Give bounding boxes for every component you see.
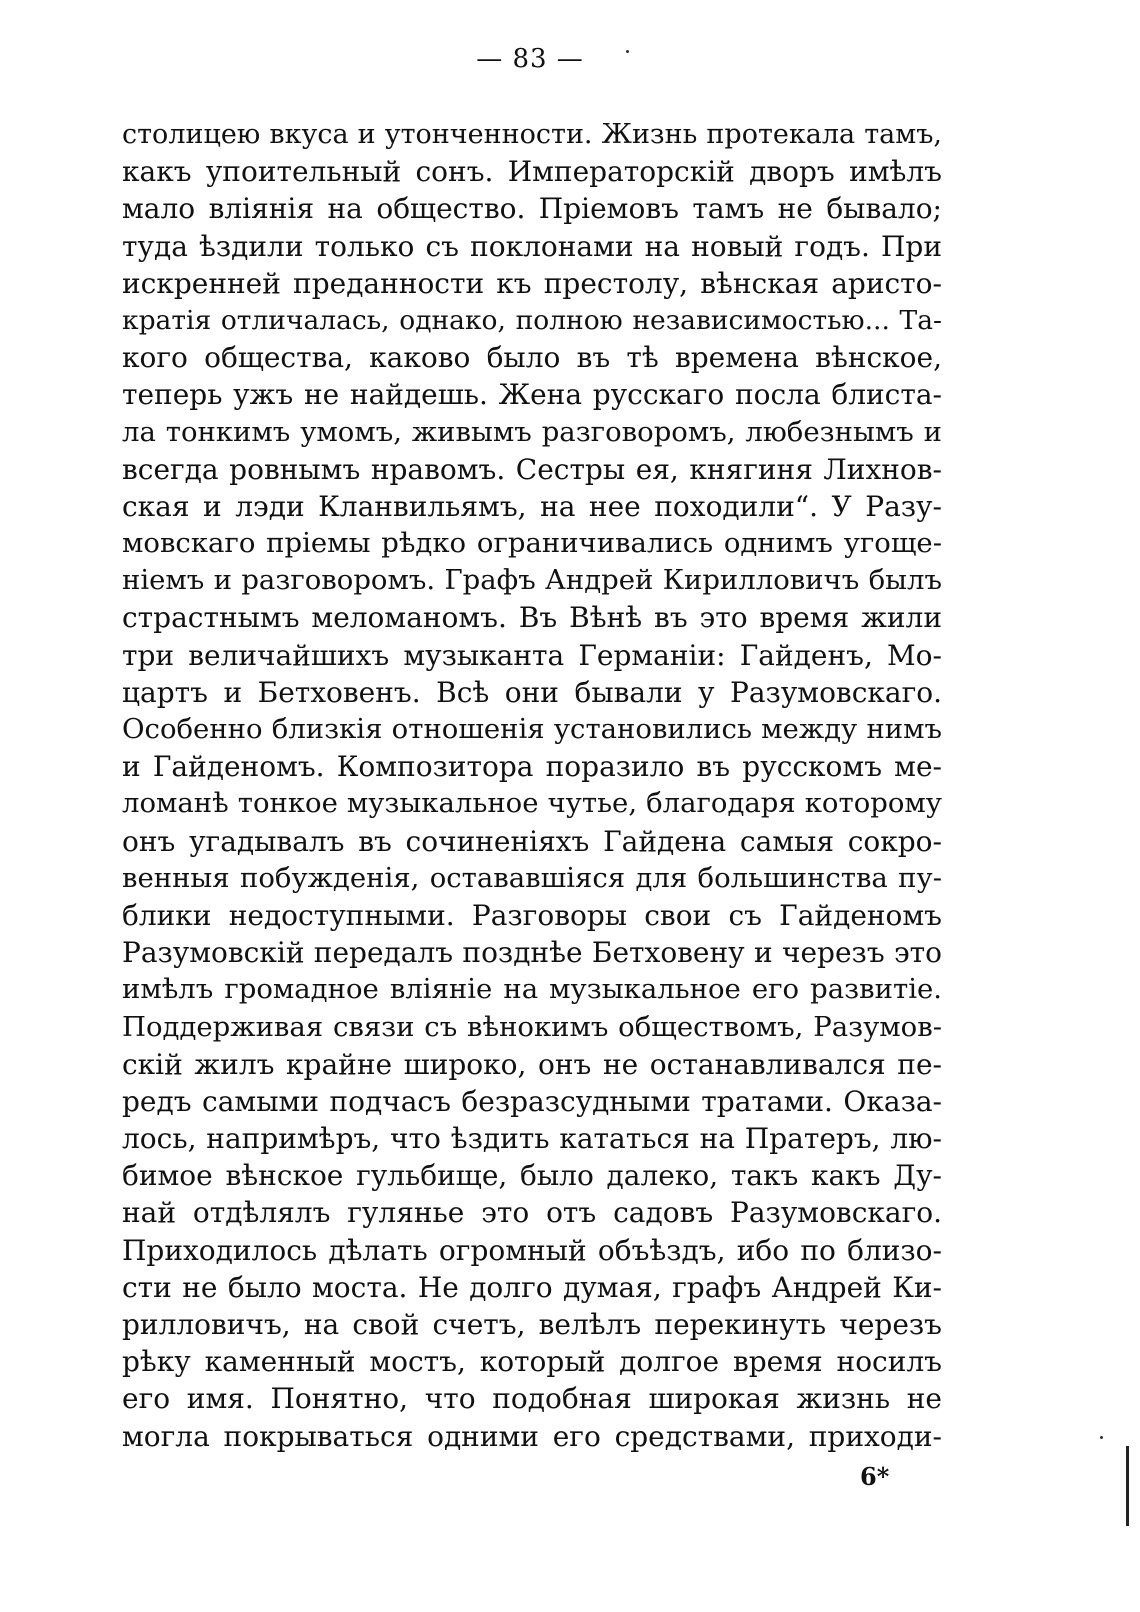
text-line: туда ѣздили только съ поклонами на новый годъ. При (122, 229, 942, 263)
scan-speck (626, 50, 629, 53)
text-line: Поддерживая связи съ вѣнокимъ обществомъ, Разумов- (122, 1010, 942, 1043)
text-line: рилловичъ, на свой счетъ, велѣлъ перекинуть черезъ (122, 1308, 942, 1341)
text-line: редъ самыми подчасъ безразсудными тратами. Оказа- (122, 1084, 942, 1118)
scan-speck (1100, 1436, 1103, 1439)
text-line: най отдѣлялъ гулянье это отъ садовъ Разумовскаго. (122, 1196, 942, 1230)
signature-mark: 6* (860, 1462, 890, 1491)
text-line: всегда ровнымъ нравомъ. Сестры ея, княгиня Лихнов- (122, 452, 942, 486)
page-number: — 83 — (476, 44, 584, 74)
text-line: рѣку каменный мостъ, который долгое время носилъ (122, 1345, 942, 1379)
text-line: бимое вѣнское гульбище, было далеко, такъ какъ Ду- (122, 1159, 942, 1193)
text-line: теперь ужъ не найдешь. Жена русскаго посла блиста- (122, 378, 942, 412)
text-line: цартъ и Бетховенъ. Всѣ они бывали у Разумовскаго. (122, 675, 942, 709)
text-line: Приходилось дѣлать огромный объѣздъ, ибо по близо- (122, 1233, 942, 1267)
text-line: могла покрываться одними его средствами, приходи- (122, 1419, 942, 1453)
text-line: столицею вкуса и утонченности. Жизнь протекала тамъ, (122, 119, 942, 150)
text-line: имѣлъ громадное вліяніе на музыкальное его развитіе. (122, 973, 942, 1006)
text-line: Особенно близкія отношенія установились между нимъ (122, 713, 942, 745)
text-line: страстнымъ меломаномъ. Въ Вѣнѣ въ это время жили (122, 601, 942, 635)
text-line: сти не было моста. Не долго думая, графъ Андрей Ки- (122, 1270, 942, 1304)
text-line: лось, напримѣръ, что ѣздить кататься на Пратеръ, лю- (122, 1122, 942, 1156)
text-line: онъ угадывалъ въ сочиненіяхъ Гайдена самыя сокро- (122, 824, 942, 858)
text-line: и Гайденомъ. Композитора поразило въ русскомъ ме- (122, 750, 942, 784)
text-line: ла тонкимъ умомъ, живымъ разговоромъ, любезнымъ и (122, 415, 942, 448)
text-line: его имя. Понятно, что подобная широкая жизнь не (122, 1382, 942, 1416)
text-line: какъ упоительный сонъ. Императорскій дворъ имѣлъ (122, 155, 942, 189)
text-line: кратія отличалась, однако, полною независимостью... Та- (122, 304, 942, 336)
text-line: три величайшихъ музыканта Германіи: Гайденъ, Мо- (122, 638, 942, 672)
text-line: искренней преданности къ престолу, вѣнская аристо- (122, 266, 942, 300)
text-line: ломанѣ тонкое музыкальное чутье, благодаря которому (122, 787, 942, 820)
text-line: ніемъ и разговоромъ. Графъ Андрей Кирилловичъ былъ (122, 564, 942, 597)
text-line: блики недоступными. Разговоры свои съ Гайденомъ (122, 898, 942, 932)
text-line: Разумовскій передалъ позднѣе Бетховену и черезъ это (122, 936, 942, 970)
text-line: мовскаго пріемы рѣдко ограничивались однимъ угоще- (122, 527, 942, 560)
text-line: скій жилъ крайне широко, онъ не останавливался пе- (122, 1047, 942, 1081)
text-line: ская и лэди Кланвильямъ, на нее походили“. У Разу- (122, 489, 942, 523)
body-text (122, 116, 942, 1455)
text-line: кого общества, каково было въ тѣ времена вѣнское, (122, 341, 942, 375)
text-line: мало вліянія на общество. Пріемовъ тамъ не бывало; (122, 192, 942, 226)
text-line: венныя побужденія, остававшіяся для большинства пу- (122, 861, 942, 894)
scan-edge-mark (1126, 1446, 1129, 1526)
